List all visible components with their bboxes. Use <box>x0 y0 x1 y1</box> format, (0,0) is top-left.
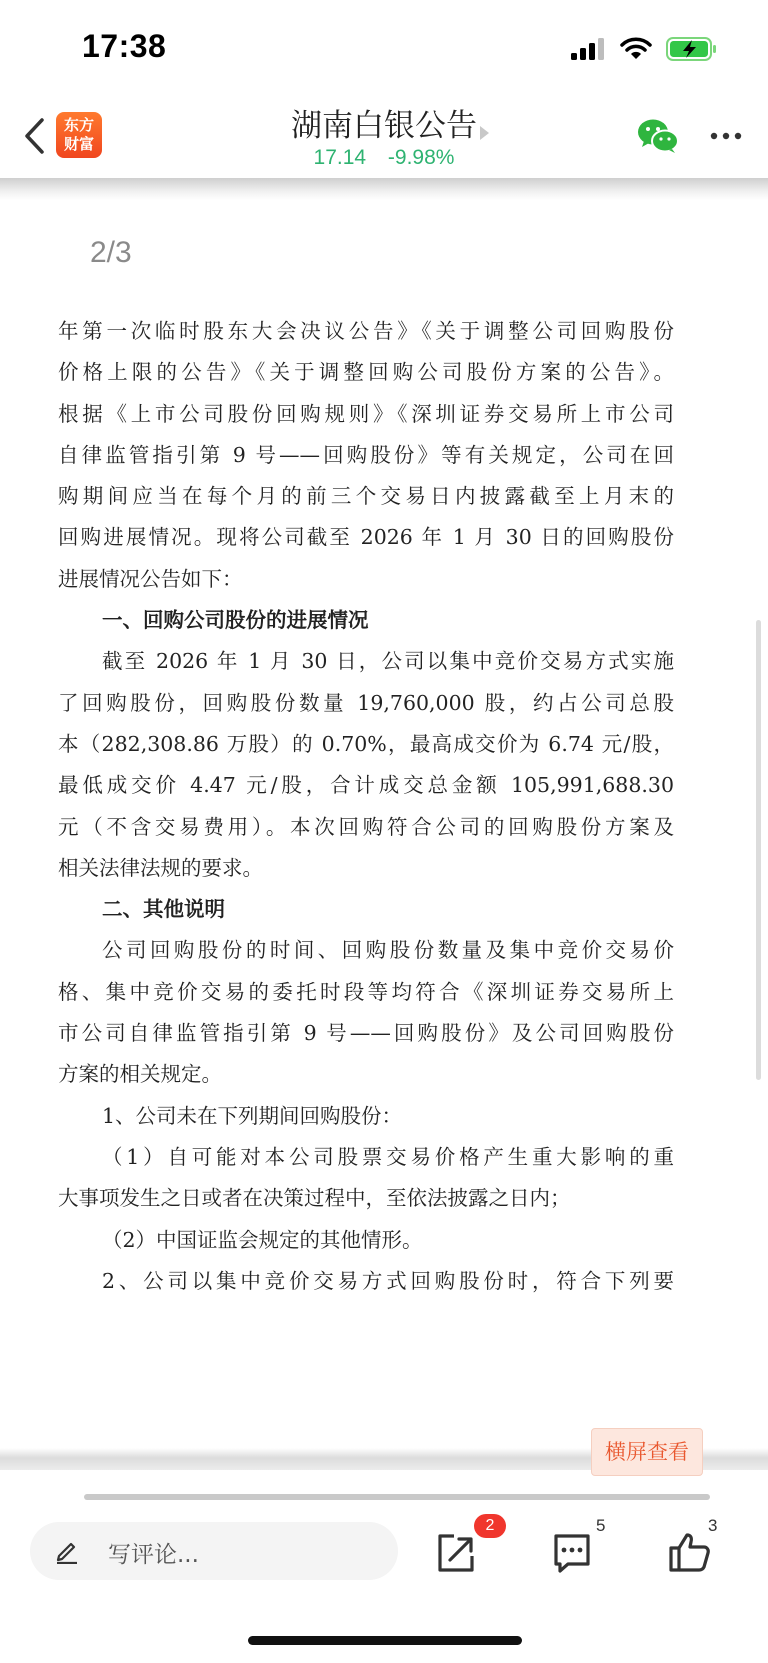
battery-charging-icon <box>666 36 718 62</box>
logo-line-1: 东方 <box>63 116 94 134</box>
navigation-bar <box>0 96 768 176</box>
status-bar <box>0 0 768 100</box>
document-body <box>58 311 674 1302</box>
vertical-scrollbar[interactable] <box>756 620 761 1080</box>
comment-placeholder: 写评论... <box>108 1542 199 1568</box>
document-line: 市公司自律监管指引第 9 号——回购股份》及公司回购股份 <box>58 1021 674 1046</box>
status-time: 17:38 <box>82 28 167 64</box>
comment-input[interactable] <box>30 1522 398 1580</box>
stock-price: 17.14 <box>313 146 367 169</box>
landscape-view-button[interactable]: 横屏查看 <box>591 1428 703 1476</box>
status-icons <box>570 36 718 62</box>
home-indicator <box>248 1636 522 1645</box>
comment-count: 5 <box>596 1516 606 1535</box>
page-indicator: 2/3 <box>90 236 132 269</box>
thumbs-up-icon <box>666 1528 714 1576</box>
share-badge: 2 <box>474 1514 506 1538</box>
document-line: 了回购股份，回购股份数量 19,760,000 股，约占公司总股 <box>58 690 674 715</box>
document-line: 本（282,308.86 万股）的 0.70%，最高成交价为 6.74 元/股， <box>58 731 674 756</box>
section-heading: 一、回购公司股份的进展情况 <box>102 608 369 633</box>
document-line: 2、公司以集中竞价交易方式回购股份时，符合下列要 <box>102 1268 674 1293</box>
page-title: 湖南白银公告 <box>291 108 477 144</box>
wechat-icon <box>636 116 680 156</box>
comments-button[interactable] <box>548 1528 596 1576</box>
document-line: 根据《上市公司股份回购规则》《深圳证券交易所上市公司 <box>58 401 674 426</box>
share-icon <box>432 1528 480 1576</box>
document-line: 进展情况公告如下： <box>58 566 243 591</box>
document-line: 自律监管指引第 9 号——回购股份》等有关规定，公司在回 <box>58 442 674 467</box>
share-button[interactable] <box>432 1528 480 1576</box>
document-line: 公司回购股份的时间、回购股份数量及集中竞价交易价 <box>102 938 674 963</box>
stock-change: -9.98% <box>387 146 455 169</box>
like-button[interactable] <box>666 1528 714 1576</box>
document-line: 相关法律法规的要求。 <box>58 855 263 880</box>
section-heading: 二、其他说明 <box>102 897 225 922</box>
comment-bubble-icon <box>548 1528 596 1576</box>
document-line: 元（不含交易费用）。本次回购符合公司的回购股份方案及 <box>58 814 674 839</box>
document-line: 回购进展情况。现将公司截至 2026 年 1 月 30 日的回购股份 <box>58 525 674 550</box>
more-options-button[interactable] <box>706 126 746 146</box>
horizontal-scrollbar[interactable] <box>84 1494 710 1500</box>
document-line: （2）中国证监会规定的其他情形。 <box>102 1227 423 1252</box>
like-count: 3 <box>708 1516 718 1535</box>
more-dots-icon <box>706 126 746 146</box>
document-line: 格、集中竞价交易的委托时段等均符合《深圳证券交易所上 <box>58 979 674 1004</box>
document-line: 购期间应当在每个月的前三个交易日内披露截至上月末的 <box>58 484 674 509</box>
document-line: 方案的相关规定。 <box>58 1062 222 1087</box>
document-line: 截至 2026 年 1 月 30 日，公司以集中竞价交易方式实施 <box>102 649 674 674</box>
document-line: 价格上限的公告》《关于调整回购公司股份方案的公告》。 <box>58 360 674 385</box>
document-line: 最低成交价 4.47 元/股，合计成交总金额 105,991,688.30 <box>58 773 674 798</box>
page-divider-top <box>0 178 768 200</box>
document-line: 大事项发生之日或者在决策过程中，至依法披露之日内； <box>58 1186 571 1211</box>
document-line: 1、公司未在下列期间回购股份： <box>102 1103 403 1128</box>
document-line: （1）自可能对本公司股票交易价格产生重大影响的重 <box>102 1144 674 1169</box>
caret-right-icon[interactable] <box>480 126 489 140</box>
pen-icon <box>54 1538 80 1564</box>
logo-line-2: 财富 <box>63 135 94 153</box>
cellular-signal-icon <box>570 37 606 61</box>
wifi-icon <box>620 37 652 61</box>
wechat-share-button[interactable] <box>636 116 680 156</box>
document-line: 年第一次临时股东大会决议公告》《关于调整公司回购股份 <box>58 319 674 343</box>
